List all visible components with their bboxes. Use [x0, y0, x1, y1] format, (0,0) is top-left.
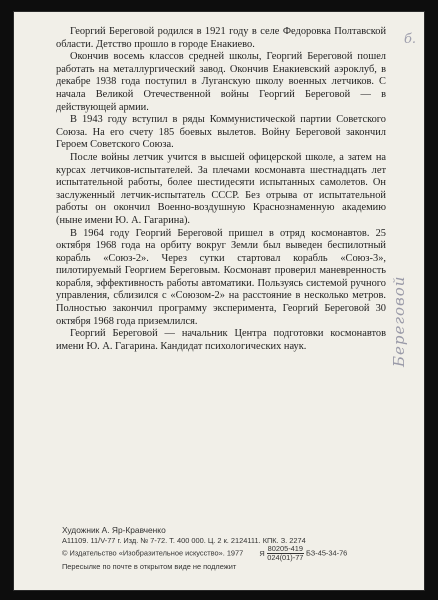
- postcard-back: [14, 12, 424, 590]
- index-fraction: [267, 545, 304, 562]
- index-denominator: 024(01)-77: [267, 553, 304, 563]
- publisher-imprint: [62, 526, 422, 571]
- index-numerator: 80205-419: [267, 544, 304, 554]
- paragraph-6: Георгий Береговой — начальник Центра подготовки космонавтов имени Ю. А. Гагарина. Кандидат психологических наук.: [56, 328, 386, 352]
- biography-text: [56, 26, 386, 353]
- handwritten-corner-mark: б.: [404, 32, 417, 47]
- handwritten-name: Береговой: [390, 275, 408, 367]
- publisher-copyright: © Издательство «Изобразительное искусство». 1977: [62, 548, 244, 558]
- paragraph-3: В 1943 году вступил в ряды Коммунистической партии Советского Союза. На его счету 185 боевых вылетов. Войну Береговой закончил Героем Советского Союза.: [56, 114, 386, 151]
- imprint-line-3: Пересылке по почте в открытом виде не подлежит: [62, 562, 237, 572]
- artist-credit: Художник А. Яр-Кравченко: [62, 525, 166, 535]
- imprint-line-2: [62, 545, 422, 562]
- index-prefix: Я: [259, 548, 265, 558]
- paragraph-2: Окончив восемь классов средней школы, Георгий Береговой пошел работать на металлургический завод. Окончив Енакиевский аэроклуб, в декабре 1938 года поступил в Луганскую школу военных летчиков. С начала Великой Отечественной войны Георгий Береговой — в действующей армии.: [56, 51, 386, 113]
- paragraph-5: В 1964 году Георгий Береговой пришел в отряд космонавтов. 25 октября 1968 года на орбиту вокруг Земли был выведен беспилотный корабль «Союз-2». Через сутки стартовал корабль «Союз-3», пилотируемый Георгием Береговым. Космонавт проверил маневренность корабля, эффективность работы автоматики. Пользуясь системой ручного управления, сблизился с «Союзом-2» на расстояние в несколько метров. Полностью закончил программу эксперимента, Георгий Береговой 30 октября 1968 года приземлился.: [56, 227, 386, 327]
- index-suffix: БЗ-45-34-76: [306, 548, 348, 558]
- paragraph-4: После войны летчик учится в высшей офицерской школе, а затем на курсах летчиков-испытателей. За плечами космонавта шестнадцать лет испытательной работы, более шестидесяти испытанных самолетов. Он заслуженный летчик-испытатель СССР. Без отрыва от испытательной работы он окончил Военно-воздушную Краснознаменную академию (ныне имени Ю. А. Гагарина).: [56, 151, 386, 226]
- imprint-line-1: А11109. 11/V-77 г. Изд. № 7-72. Т. 400 000. Ц. 2 к. 2124111. КПК. З. 2274: [62, 536, 306, 546]
- paragraph-1: Георгий Береговой родился в 1921 году в селе Федоровка Полтавской области. Детство прошло в городе Енакиево.: [56, 26, 386, 50]
